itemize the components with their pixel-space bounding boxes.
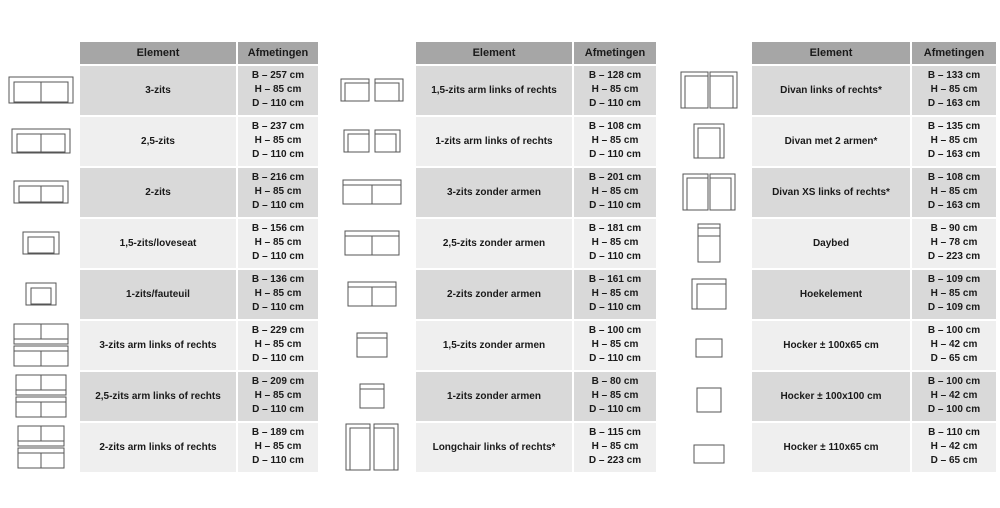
table-panel-3: [665, 42, 996, 472]
sofa-2-seat-arm-icon: [2, 423, 80, 473]
table-header: [328, 42, 656, 64]
height-value: H – 85 cm: [254, 186, 302, 198]
seat-1-arm-icon: [328, 117, 416, 167]
depth-value: D – 223 cm: [927, 251, 981, 263]
table-row: [2, 117, 318, 167]
width-value: B – 108 cm: [927, 172, 981, 184]
dimensions-cell: [912, 321, 996, 371]
dimensions-cell: [912, 423, 996, 473]
sofa-3-seat-armless-icon: [328, 168, 416, 218]
table-row: [328, 423, 656, 473]
depth-value: D – 110 cm: [589, 98, 641, 110]
width-value: B – 133 cm: [927, 70, 981, 82]
height-value: H – 85 cm: [930, 288, 978, 300]
table-row: [665, 270, 996, 320]
table-row: [328, 117, 656, 167]
depth-value: D – 110 cm: [589, 404, 641, 416]
depth-value: D – 110 cm: [252, 200, 304, 212]
header-spacer: [2, 42, 80, 64]
height-value: H – 85 cm: [930, 84, 978, 96]
table-row: [665, 321, 996, 371]
height-value: H – 85 cm: [591, 390, 639, 402]
header-spacer: [665, 42, 752, 64]
height-value: H – 85 cm: [591, 186, 639, 198]
element-name: 2-zits arm links of rechts: [80, 423, 236, 473]
height-value: H – 85 cm: [254, 237, 302, 249]
seat-1-armless-icon: [328, 372, 416, 422]
header-dimensions: Afmetingen: [912, 42, 996, 64]
element-name: 1-zits arm links of rechts: [416, 117, 572, 167]
element-name: 3-zits arm links of rechts: [80, 321, 236, 371]
height-value: H – 42 cm: [930, 441, 978, 453]
ottoman-100x100-icon: [665, 372, 752, 422]
width-value: B – 100 cm: [588, 325, 642, 337]
dimensions-cell: [238, 321, 318, 371]
loveseat-icon: [2, 219, 80, 269]
height-value: H – 85 cm: [591, 237, 639, 249]
dimensions-cell: [574, 117, 656, 167]
element-name: Longchair links of rechts*: [416, 423, 572, 473]
depth-value: D – 110 cm: [252, 404, 304, 416]
header-spacer: [328, 42, 416, 64]
dimensions-cell: [574, 423, 656, 473]
width-value: B – 181 cm: [588, 223, 642, 235]
width-value: B – 110 cm: [928, 427, 980, 439]
sofa-2-seat-armless-icon: [328, 270, 416, 320]
element-name: Divan XS links of rechts*: [752, 168, 910, 218]
width-value: B – 80 cm: [591, 376, 639, 388]
element-name: 1-zits zonder armen: [416, 372, 572, 422]
element-name: 2,5-zits zonder armen: [416, 219, 572, 269]
depth-value: D – 110 cm: [252, 455, 304, 467]
width-value: B – 128 cm: [588, 70, 642, 82]
width-value: B – 109 cm: [927, 274, 981, 286]
depth-value: D – 65 cm: [930, 455, 978, 467]
depth-value: D – 110 cm: [589, 353, 641, 365]
width-value: B – 216 cm: [251, 172, 305, 184]
depth-value: D – 110 cm: [252, 251, 304, 263]
depth-value: D – 110 cm: [252, 149, 304, 161]
table-panel-1: [2, 42, 318, 472]
table-row: [665, 372, 996, 422]
dimensions-cell: [238, 219, 318, 269]
table-row: [328, 219, 656, 269]
width-value: B – 90 cm: [930, 223, 978, 235]
element-name: Hocker ± 100x65 cm: [752, 321, 910, 371]
dimensions-cell: [574, 66, 656, 116]
table-row: [2, 423, 318, 473]
table-row: [665, 117, 996, 167]
height-value: H – 85 cm: [254, 135, 302, 147]
dimensions-cell: [912, 270, 996, 320]
element-name: 1-zits/fauteuil: [80, 270, 236, 320]
width-value: B – 135 cm: [927, 121, 981, 133]
longchair-icon: [328, 423, 416, 473]
element-name: Daybed: [752, 219, 910, 269]
table-row: [665, 168, 996, 218]
element-name: 2-zits: [80, 168, 236, 218]
dimensions-cell: [912, 117, 996, 167]
width-value: B – 229 cm: [251, 325, 305, 337]
depth-value: D – 163 cm: [927, 98, 981, 110]
height-value: H – 78 cm: [930, 237, 978, 249]
table-row: [2, 66, 318, 116]
dimensions-cell: [574, 372, 656, 422]
width-value: B – 100 cm: [927, 376, 981, 388]
table-row: [2, 219, 318, 269]
depth-value: D – 163 cm: [927, 149, 981, 161]
element-name: Hoekelement: [752, 270, 910, 320]
header-dimensions: Afmetingen: [574, 42, 656, 64]
element-name: 1,5-zits/loveseat: [80, 219, 236, 269]
dimensions-cell: [238, 66, 318, 116]
depth-value: D – 110 cm: [252, 302, 304, 314]
width-value: B – 161 cm: [588, 274, 642, 286]
width-value: B – 156 cm: [251, 223, 305, 235]
table-row: [328, 270, 656, 320]
table-row: [2, 321, 318, 371]
table-header: [665, 42, 996, 64]
height-value: H – 85 cm: [254, 339, 302, 351]
height-value: H – 85 cm: [591, 441, 639, 453]
height-value: H – 42 cm: [930, 339, 978, 351]
header-dimensions: Afmetingen: [238, 42, 318, 64]
height-value: H – 85 cm: [254, 288, 302, 300]
element-name: 1,5-zits arm links of rechts: [416, 66, 572, 116]
armchair-icon: [2, 270, 80, 320]
width-value: B – 108 cm: [588, 121, 642, 133]
table-row: [328, 321, 656, 371]
width-value: B – 100 cm: [927, 325, 981, 337]
ottoman-100x65-icon: [665, 321, 752, 371]
table-header: [2, 42, 318, 64]
depth-value: D – 110 cm: [252, 98, 304, 110]
depth-value: D – 110 cm: [252, 353, 304, 365]
element-name: 2-zits zonder armen: [416, 270, 572, 320]
corner-element-icon: [665, 270, 752, 320]
sofa-2-5-seat-arm-icon: [2, 372, 80, 422]
element-name: 3-zits zonder armen: [416, 168, 572, 218]
table-row: [665, 66, 996, 116]
dimensions-cell: [912, 372, 996, 422]
depth-value: D – 110 cm: [589, 200, 641, 212]
height-value: H – 85 cm: [254, 84, 302, 96]
width-value: B – 237 cm: [251, 121, 305, 133]
table-row: [2, 270, 318, 320]
height-value: H – 85 cm: [930, 135, 978, 147]
height-value: H – 85 cm: [591, 288, 639, 300]
dimensions-cell: [238, 423, 318, 473]
element-name: 2,5-zits arm links of rechts: [80, 372, 236, 422]
sofa-3-seat-icon: [2, 66, 80, 116]
table-row: [665, 423, 996, 473]
dimensions-cell: [238, 117, 318, 167]
height-value: H – 42 cm: [930, 390, 978, 402]
header-element: Element: [416, 42, 572, 64]
seat-1-5-arm-icon: [328, 66, 416, 116]
dimensions-cell: [238, 372, 318, 422]
height-value: H – 85 cm: [591, 135, 639, 147]
table-panel-2: [328, 42, 656, 472]
divan-xs-icon: [665, 168, 752, 218]
width-value: B – 189 cm: [251, 427, 305, 439]
height-value: H – 85 cm: [591, 339, 639, 351]
table-row: [665, 219, 996, 269]
depth-value: D – 110 cm: [589, 251, 641, 263]
divan-icon: [665, 66, 752, 116]
height-value: H – 85 cm: [591, 84, 639, 96]
dimensions-cell: [574, 321, 656, 371]
dimensions-cell: [574, 219, 656, 269]
sofa-2-seat-icon: [2, 168, 80, 218]
header-element: Element: [80, 42, 236, 64]
element-name: Divan met 2 armen*: [752, 117, 910, 167]
header-element: Element: [752, 42, 910, 64]
height-value: H – 85 cm: [254, 390, 302, 402]
depth-value: D – 223 cm: [588, 455, 642, 467]
depth-value: D – 110 cm: [589, 149, 641, 161]
width-value: B – 136 cm: [251, 274, 305, 286]
sofa-2-5-seat-icon: [2, 117, 80, 167]
element-name: Hocker ± 110x65 cm: [752, 423, 910, 473]
divan-2-arms-icon: [665, 117, 752, 167]
sofa-3-seat-arm-icon: [2, 321, 80, 371]
daybed-icon: [665, 219, 752, 269]
dimensions-cell: [912, 168, 996, 218]
depth-value: D – 110 cm: [589, 302, 641, 314]
table-row: [2, 168, 318, 218]
table-row: [328, 66, 656, 116]
height-value: H – 85 cm: [254, 441, 302, 453]
width-value: B – 201 cm: [588, 172, 642, 184]
depth-value: D – 109 cm: [927, 302, 981, 314]
element-name: Hocker ± 100x100 cm: [752, 372, 910, 422]
dimensions-cell: [238, 168, 318, 218]
width-value: B – 209 cm: [251, 376, 305, 388]
table-row: [2, 372, 318, 422]
depth-value: D – 100 cm: [927, 404, 981, 416]
dimensions-cell: [912, 66, 996, 116]
dimensions-cell: [912, 219, 996, 269]
element-name: 3-zits: [80, 66, 236, 116]
depth-value: D – 65 cm: [930, 353, 978, 365]
table-row: [328, 168, 656, 218]
table-row: [328, 372, 656, 422]
height-value: H – 85 cm: [930, 186, 978, 198]
depth-value: D – 163 cm: [927, 200, 981, 212]
ottoman-110x65-icon: [665, 423, 752, 473]
seat-1-5-armless-icon: [328, 321, 416, 371]
dimensions-cell: [574, 270, 656, 320]
dimensions-cell: [574, 168, 656, 218]
sofa-2-5-seat-armless-icon: [328, 219, 416, 269]
element-name: 1,5-zits zonder armen: [416, 321, 572, 371]
width-value: B – 115 cm: [589, 427, 641, 439]
width-value: B – 257 cm: [251, 70, 305, 82]
element-name: 2,5-zits: [80, 117, 236, 167]
element-name: Divan links of rechts*: [752, 66, 910, 116]
dimensions-cell: [238, 270, 318, 320]
